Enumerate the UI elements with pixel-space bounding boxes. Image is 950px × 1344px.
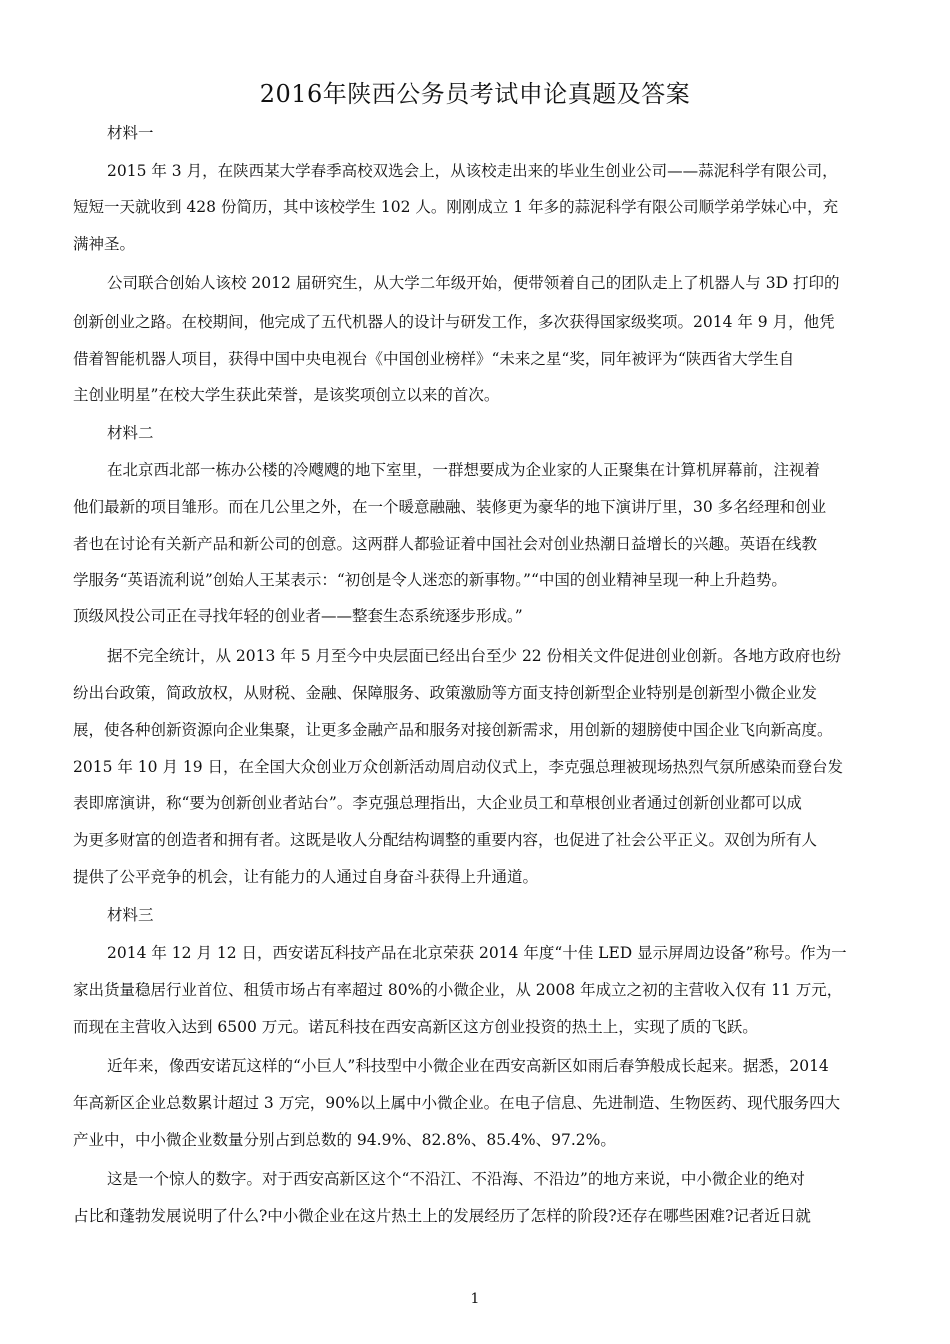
text-line: 占比和蓬勃发展说明了什么?中小微企业在这片热土上的发展经历了怎样的阶段?还存在哪些困难?记者近日就	[73, 1207, 811, 1225]
text-line: 在北京西北部一栋办公楼的冷飕飕的地下室里，一群想要成为企业家的人正聚集在计算机屏幕前，注视着	[107, 461, 821, 479]
text-line: 提供了公平竞争的机会，让有能力的人通过自身奋斗获得上升通道。	[73, 868, 539, 886]
text-line: 创新创业之路。在校期间，他完成了五代机器人的设计与研发工作，多次获得国家级奖项。2014 年 9 月，他凭	[73, 313, 835, 331]
text-line: 短短一天就收到 428 份简历，其中该校学生 102 人。刚刚成立 1 年多的蒜泥科学有限公司顺学弟学妹心中，充	[73, 198, 839, 216]
text-line: 年高新区企业总数累计超过 3 万完，90%以上属中小微企业。在电子信息、先进制造、生物医药、现代服务四大	[73, 1094, 841, 1112]
text-line: 学服务“英语流利说”创始人王某表示：“初创是令人迷恋的新事物。”“中国的创业精神呈现一种上升趋势。	[73, 571, 787, 589]
section-heading: 材料三	[107, 906, 154, 924]
text-line: 顶级风投公司正在寻找年轻的创业者——整套生态系统逐步形成。”	[73, 607, 523, 625]
text-line: 借着智能机器人项目，获得中国中央电视台《中国创业榜样》“未来之星“奖，同年被评为“陕西省大学生自	[73, 350, 795, 368]
text-line: 产业中，中小微企业数量分别占到总数的 94.9%、82.8%、85.4%、97.2%。	[73, 1131, 616, 1149]
text-line: 这是一个惊人的数字。对于西安高新区这个“不沿江、不沿海、不沿边”的地方来说，中小微企业的绝对	[107, 1170, 805, 1188]
text-line: 公司联合创始人该校 2012 届研究生，从大学二年级开始，便带领着自己的团队走上了机器人与 3D 打印的	[107, 274, 840, 292]
text-line: 者也在讨论有关新产品和新公司的创意。这两群人都验证着中国社会对创业热潮日益增长的兴趣。英语在线教	[73, 535, 818, 553]
text-line: 近年来，像西安诺瓦这样的“小巨人”科技型中小微企业在西安高新区如雨后春笋般成长起来。据悉，2014	[107, 1057, 829, 1075]
text-line: 纷出台政策，简政放权，从财税、金融、保障服务、政策激励等方面支持创新型企业特别是创新型小微企业发	[73, 684, 818, 702]
section-heading: 材料一	[107, 124, 154, 142]
text-line: 为更多财富的创造者和拥有者。这既是收人分配结构调整的重要内容，也促进了社会公平正义。双创为所有人	[73, 831, 818, 849]
text-line: 2015 年 10 月 19 日，在全国大众创业万众创新活动周启动仪式上，李克强总理被现场热烈气氛所感染而登台发	[73, 758, 844, 776]
text-line: 满神圣。	[73, 235, 136, 253]
section-heading: 材料二	[107, 424, 154, 442]
text-line: 据不完全统计，从 2013 年 5 月至今中央层面已经出台至少 22 份相关文件促进创业创新。各地方政府也纷	[107, 647, 842, 665]
text-line: 主创业明星”在校大学生获此荣誉，是该奖项创立以来的首次。	[73, 386, 500, 404]
text-line: 2015 年 3 月，在陕西某大学春季高校双选会上，从该校走出来的毕业生创业公司——蒜泥科学有限公司，	[107, 162, 838, 180]
text-line: 他们最新的项目雏形。而在几公里之外，在一个暖意融融、装修更为豪华的地下演讲厅里，30 多名经理和创业	[73, 498, 827, 516]
text-line: 2014 年 12 月 12 日，西安诺瓦科技产品在北京荣获 2014 年度“十佳 LED 显示屏周边设备”称号。作为一	[107, 944, 847, 962]
text-line: 表即席演讲，称“要为创新创业者站台”。李克强总理指出，大企业员工和草根创业者通过创新创业都可以成	[73, 794, 802, 812]
text-line: 展，使各种创新资源向企业集聚，让更多金融产品和服务对接创新需求，用创新的翅膀使中国企业飞向新高度。	[73, 721, 833, 739]
page-number: 1	[470, 1291, 480, 1307]
page-title: 2016年陕西公务员考试申论真题及答案	[259, 80, 691, 108]
text-line: 家出货量稳居行业首位、租赁市场占有率超过 80%的小微企业，从 2008 年成立之初的主营收入仅有 11 万元，	[73, 981, 843, 999]
text-line: 而现在主营收入达到 6500 万元。诺瓦科技在西安高新区这方创业投资的热土上，实现了质的飞跃。	[73, 1018, 758, 1036]
